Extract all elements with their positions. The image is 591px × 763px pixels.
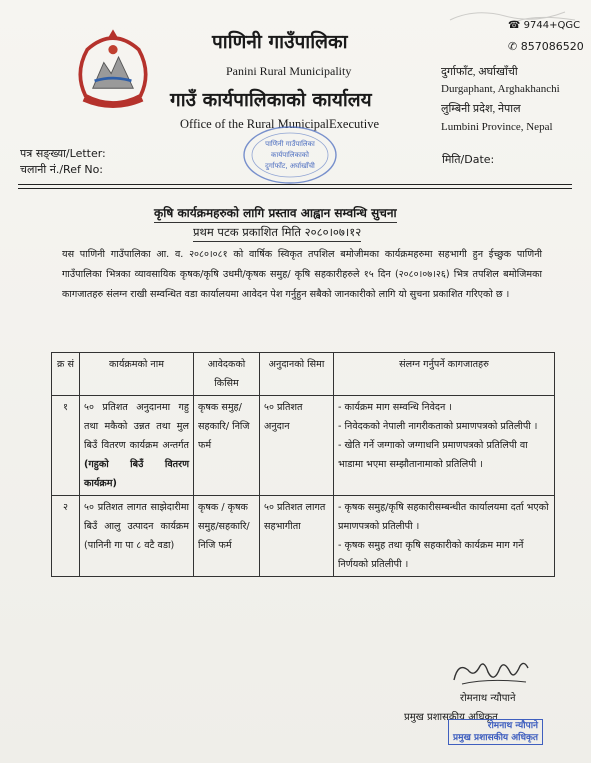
viber-contact <box>508 20 580 31</box>
stamp-name: रोमनाथ न्यौपाने <box>487 721 539 731</box>
cell-sn: २ <box>52 496 80 577</box>
cell-grant: ५० प्रतिशत लागत सहभागीता <box>260 496 334 577</box>
notice-body: यस पाणिनी गाउँपालिका आ. व. २०८०।०८१ को वार्षिक स्विकृत तपशिल बमोजीमका कार्यक्रमहरुमा सहभागी हुन ईच्छुक पाणिनी गाउँपालिका भित्रका व्यावसायिक कृषक/कृषि उधमी/कृषक समुह/ कृषि सहकारीहरुले १५ दिन (२०८०।०७।२६) भित्र तपशिल बमोजिमका कागजातहरु संलग्न राखी सम्वन्धित वडा कार्यालयमा आवेदन पेश गर्नुहुन सबैको जानकारीको लागि यो सुचना प्रकाशित गरिएको छ । <box>62 249 542 300</box>
name-stamp <box>448 719 543 745</box>
cell-sn: १ <box>52 396 80 496</box>
date-label: मिति/Date: <box>442 153 495 166</box>
document-item: - कार्यक्रम माग सम्वन्धि निवेदन । <box>338 402 453 413</box>
address-np-2: लुम्बिनी प्रदेश, नेपाल <box>441 103 521 115</box>
address-en-1: Durgaphant, Arghakhanchi <box>441 83 560 95</box>
svg-text:कार्यपालिकाको: कार्यपालिकाको <box>271 151 309 159</box>
document-item: - निवेदकको नेपाली नागरीकताको प्रमाणपत्रको प्रतिलीपी । <box>338 421 538 432</box>
svg-text:दुर्गाफाँट, अर्घाखाँची: दुर्गाफाँट, अर्घाखाँची <box>265 162 315 170</box>
nepal-emblem-icon <box>67 22 159 114</box>
svg-text:पाणिनी गाउँपालिका: पाणिनी गाउँपालिका <box>265 140 315 148</box>
office-seal-stamp <box>240 124 340 186</box>
signatory-name: रोमनाथ न्यौपाने <box>460 693 516 704</box>
notice-subject: कृषि कार्यक्रमहरुको लागि प्रस्ताव आह्वान सम्वन्धि सुचना <box>154 204 397 223</box>
stamp-title: प्रमुख प्रशासकीय अधिकृत <box>453 733 539 743</box>
program-text-bold: (गहुको बिउँ वितरण कार्यक्रम) <box>84 459 189 489</box>
cell-grant: ५० प्रतिशत अनुदान <box>260 396 334 496</box>
phone-icon: ✆ <box>508 40 518 53</box>
header-applicant: आवेदकको किसिम <box>194 353 260 396</box>
ref-number-label: चलानी नं./Ref No: <box>20 163 104 176</box>
header-program: कार्यक्रमको नाम <box>80 353 194 396</box>
municipality-title-en: Panini Rural Municipality <box>226 64 352 78</box>
document-item: - कृषक समुह तथा कृषि सहकारीको कार्यक्रम माग गर्ने निर्णयको प्रतिलीपी । <box>338 540 524 570</box>
table-header-row <box>52 353 555 396</box>
viber-number: 9744+QGC <box>523 20 581 31</box>
letter-number-label: पत्र सङ्ख्या/Letter: <box>20 147 106 160</box>
table-row <box>52 496 555 577</box>
document-item: - कृषक समुह/कृषि सहकारीसम्बन्धीत कार्यालयमा दर्ता भएको प्रमाणपत्रको प्रतिलीपी । <box>338 502 549 532</box>
program-text: ५० प्रतिशत लागत साझेदारीमा बिउँ आलु उत्पादन कार्यक्रम (पानिनी गा पा ८ वटै वडा) <box>84 502 189 551</box>
handwritten-signature <box>448 654 538 690</box>
phone-contact <box>508 40 584 53</box>
table-row <box>52 396 555 496</box>
header-documents: संलग्न गर्नुपर्ने कागजातहरु <box>334 353 555 396</box>
cell-documents <box>334 496 555 577</box>
viber-icon: ☎ <box>508 20 521 31</box>
cell-documents <box>334 396 555 496</box>
header-divider <box>18 184 572 185</box>
phone-number: 857086520 <box>520 40 584 53</box>
program-text: ५० प्रतिशत अनुदानमा गहु तथा मकैको उन्नत तथा मुल बिउँ वितरण कार्यक्रम अन्तर्गत <box>84 402 189 451</box>
cell-program <box>80 396 194 496</box>
program-table <box>51 352 555 577</box>
municipality-title-np: पाणिनी गाउँपालिका <box>212 31 348 53</box>
office-title-np: गाउँ कार्यपालिकाको कार्यालय <box>170 89 372 111</box>
signatory-title: प्रमुख प्रशासकीय अधिकृत <box>404 712 498 723</box>
header-sn: क्र सं <box>52 353 80 396</box>
office-title-en: Office of the Rural MunicipalExecutive <box>180 117 380 131</box>
publication-date: प्रथम पटक प्रकाशित मिति २०८०।०७।१२ <box>193 225 361 242</box>
header-grant: अनुदानको सिमा <box>260 353 334 396</box>
cell-applicant: कृषक / कृषक समुह/सहकारि/ निजि फर्म <box>194 496 260 577</box>
header-divider-thin <box>18 188 572 189</box>
cell-applicant: कृषक समुह/सहकारि/ निजि फर्म <box>194 396 260 496</box>
cell-program <box>80 496 194 577</box>
address-np-1: दुर्गाफाँट, अर्घाखाँची <box>441 66 518 78</box>
document-item: - खेति गर्ने जग्गाको जग्गाधनि प्रमाणपत्रको प्रतिलिपी वा भाडामा भएमा सम्झौतानामाको प्रतिलिपी । <box>338 440 528 470</box>
address-en-2: Lumbini Province, Nepal <box>441 121 553 133</box>
